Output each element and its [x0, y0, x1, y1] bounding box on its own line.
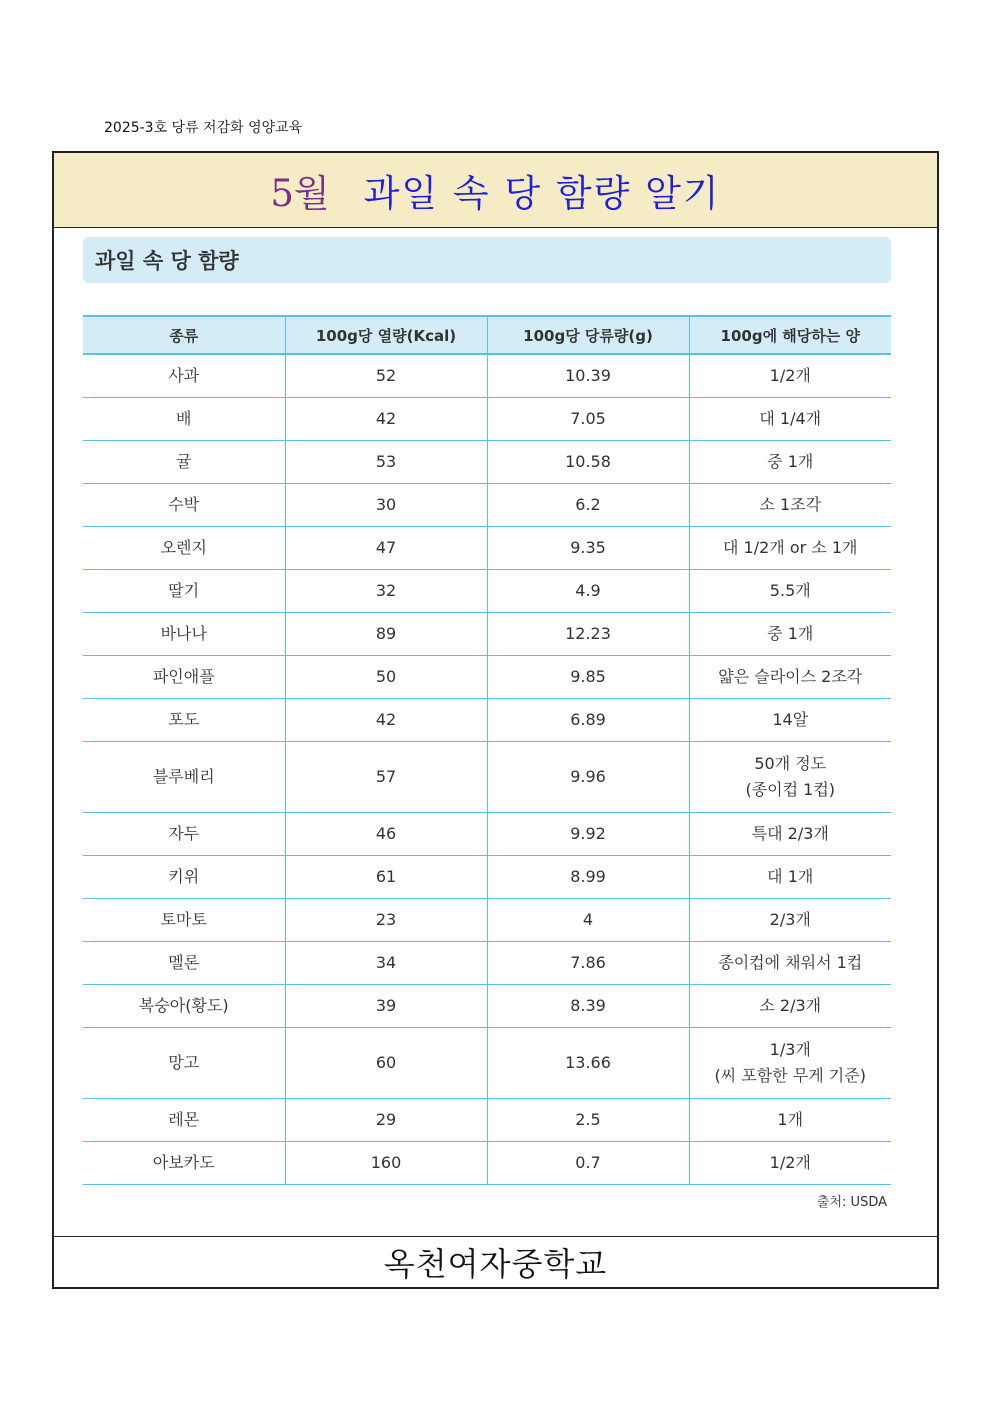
cell-amount-text: 1개: [777, 1110, 804, 1130]
table-row: [83, 354, 891, 398]
cell-fruit-name-text: 레몬: [168, 1110, 200, 1130]
column-header-amount: 100g에 해당하는 양: [689, 316, 891, 354]
cell-amount: [689, 527, 891, 570]
cell-amount: [689, 1099, 891, 1142]
cell-fruit-name-text: 파인애플: [152, 667, 215, 687]
cell-amount: [689, 942, 891, 985]
cell-fruit-name: [83, 527, 285, 570]
cell-kcal-text: 30: [375, 495, 397, 515]
cell-sugar-text: 10.39: [565, 366, 611, 386]
cell-fruit-name-text: 귤: [176, 452, 192, 472]
cell-amount: [689, 613, 891, 656]
sugar-content-table: [83, 315, 891, 1185]
cell-amount-text: 14알: [772, 710, 809, 730]
table-header-row: [83, 316, 891, 354]
cell-sugar: [487, 985, 689, 1028]
table-row: [83, 699, 891, 742]
cell-sugar: [487, 1142, 689, 1185]
section-title: 과일 속 당 함량: [83, 237, 891, 283]
cell-kcal: [285, 570, 487, 613]
cell-fruit-name: [83, 656, 285, 699]
cell-amount: [689, 570, 891, 613]
table-row: [83, 398, 891, 441]
cell-fruit-name: [83, 899, 285, 942]
cell-fruit-name-text: 사과: [168, 366, 200, 386]
title-band: [54, 153, 937, 228]
cell-sugar: [487, 813, 689, 856]
cell-sugar: [487, 656, 689, 699]
cell-kcal-text: 29: [375, 1110, 397, 1130]
cell-sugar-text: 8.39: [570, 996, 606, 1016]
cell-sugar: [487, 742, 689, 813]
cell-kcal: [285, 527, 487, 570]
cell-kcal-text: 57: [375, 767, 397, 787]
cell-sugar: [487, 1099, 689, 1142]
cell-amount-text: 소 2/3개: [759, 996, 822, 1016]
cell-amount: [689, 484, 891, 527]
cell-sugar: [487, 613, 689, 656]
table-row: [83, 1028, 891, 1099]
cell-kcal: [285, 1142, 487, 1185]
cell-sugar-text: 9.96: [570, 767, 606, 787]
cell-amount-text: 종이컵에 채워서 1컵: [718, 953, 863, 973]
cell-fruit-name-text: 포도: [168, 710, 200, 730]
cell-sugar: [487, 398, 689, 441]
cell-sugar-text: 7.86: [570, 953, 606, 973]
cell-amount: [689, 354, 891, 398]
cell-sugar-text: 7.05: [570, 409, 606, 429]
cell-amount: [689, 699, 891, 742]
cell-sugar: [487, 484, 689, 527]
cell-fruit-name: [83, 613, 285, 656]
cell-kcal-text: 89: [375, 624, 397, 644]
cell-kcal-text: 42: [375, 710, 397, 730]
cell-amount-text: 중 1개: [767, 452, 814, 472]
cell-fruit-name: [83, 570, 285, 613]
cell-fruit-name-text: 딸기: [168, 581, 200, 601]
cell-amount-note-text: (종이컵 1컵): [745, 780, 836, 799]
cell-amount: [689, 398, 891, 441]
cell-sugar: [487, 699, 689, 742]
table-row: [83, 613, 891, 656]
cell-kcal-text: 46: [375, 824, 397, 844]
cell-kcal: [285, 699, 487, 742]
column-header-kcal: 100g당 열량(Kcal): [285, 316, 487, 354]
cell-amount: [689, 985, 891, 1028]
cell-sugar: [487, 899, 689, 942]
cell-sugar: [487, 354, 689, 398]
cell-fruit-name-text: 수박: [168, 495, 200, 515]
table-row: [83, 656, 891, 699]
cell-amount-text: 소 1조각: [759, 495, 822, 515]
column-header-sugar: 100g당 당류량(g): [487, 316, 689, 354]
cell-amount-text: 1/3개: [769, 1040, 811, 1060]
cell-kcal-text: 160: [370, 1153, 402, 1173]
cell-kcal: [285, 484, 487, 527]
cell-sugar: [487, 527, 689, 570]
cell-sugar-text: 9.35: [570, 538, 606, 558]
cell-fruit-name: [83, 942, 285, 985]
document-frame: [52, 151, 939, 1289]
cell-fruit-name-text: 멜론: [168, 953, 200, 973]
cell-amount-text: 50개 정도: [754, 754, 827, 774]
cell-amount: [689, 813, 891, 856]
cell-fruit-name: [83, 441, 285, 484]
cell-kcal: [285, 985, 487, 1028]
cell-kcal: [285, 1028, 487, 1099]
cell-fruit-name: [83, 699, 285, 742]
cell-fruit-name-text: 자두: [168, 824, 200, 844]
table-row: [83, 1142, 891, 1185]
cell-kcal-text: 53: [375, 452, 397, 472]
cell-kcal-text: 42: [375, 409, 397, 429]
cell-amount-text: 중 1개: [767, 624, 814, 644]
table-row: [83, 813, 891, 856]
cell-kcal-text: 39: [375, 996, 397, 1016]
source-note: 출처: USDA: [816, 1195, 887, 1210]
cell-kcal: [285, 742, 487, 813]
cell-kcal: [285, 613, 487, 656]
cell-kcal: [285, 856, 487, 899]
table-row: [83, 742, 891, 813]
cell-amount-note-text: (씨 포함한 무게 기준): [714, 1066, 866, 1085]
school-name: 옥천여자중학교: [54, 1236, 937, 1287]
cell-fruit-name: [83, 484, 285, 527]
cell-sugar-text: 4: [582, 910, 594, 930]
cell-amount-text: 5.5개: [769, 581, 811, 601]
cell-kcal-text: 23: [375, 910, 397, 930]
cell-sugar-text: 12.23: [565, 624, 611, 644]
cell-kcal: [285, 899, 487, 942]
cell-sugar-text: 8.99: [570, 867, 606, 887]
cell-kcal: [285, 656, 487, 699]
cell-fruit-name-text: 토마토: [160, 910, 207, 930]
table-row: [83, 484, 891, 527]
cell-amount: [689, 899, 891, 942]
cell-fruit-name-text: 배: [176, 409, 192, 429]
table-row: [83, 527, 891, 570]
cell-sugar-text: 0.7: [575, 1153, 601, 1173]
cell-fruit-name-text: 블루베리: [152, 767, 215, 787]
cell-sugar-text: 10.58: [565, 452, 611, 472]
cell-fruit-name-text: 아보카도: [152, 1153, 215, 1173]
cell-sugar-text: 2.5: [575, 1110, 601, 1130]
cell-amount: [689, 656, 891, 699]
table-row: [83, 570, 891, 613]
cell-sugar: [487, 942, 689, 985]
cell-kcal: [285, 813, 487, 856]
cell-fruit-name: [83, 354, 285, 398]
table-row: [83, 441, 891, 484]
cell-sugar-text: 9.92: [570, 824, 606, 844]
cell-amount: [689, 742, 891, 813]
cell-amount: [689, 1142, 891, 1185]
cell-amount-text: 대 1/2개 or 소 1개: [723, 538, 858, 558]
cell-kcal-text: 60: [375, 1053, 397, 1073]
cell-fruit-name-text: 망고: [168, 1053, 200, 1073]
cell-amount-text: 1/2개: [769, 1153, 811, 1173]
table-row: [83, 899, 891, 942]
cell-kcal-text: 52: [375, 366, 397, 386]
cell-sugar: [487, 441, 689, 484]
title-month: 5월: [270, 172, 330, 215]
cell-kcal-text: 50: [375, 667, 397, 687]
cell-amount-text: 2/3개: [769, 910, 811, 930]
table-row: [83, 985, 891, 1028]
cell-fruit-name: [83, 856, 285, 899]
cell-amount-text: 얇은 슬라이스 2조각: [718, 667, 863, 687]
cell-amount: [689, 441, 891, 484]
cell-sugar-text: 4.9: [575, 581, 601, 601]
cell-fruit-name: [83, 742, 285, 813]
cell-amount-text: 특대 2/3개: [751, 824, 829, 844]
cell-sugar: [487, 570, 689, 613]
cell-sugar: [487, 856, 689, 899]
column-header-type: 종류: [83, 316, 285, 354]
cell-amount-text: 1/2개: [769, 366, 811, 386]
cell-amount: [689, 1028, 891, 1099]
cell-fruit-name-text: 키위: [168, 867, 200, 887]
cell-fruit-name: [83, 398, 285, 441]
cell-kcal: [285, 354, 487, 398]
cell-amount-text: 대 1/4개: [759, 409, 822, 429]
cell-amount-text: 대 1개: [767, 867, 814, 887]
cell-fruit-name: [83, 1028, 285, 1099]
table-row: [83, 856, 891, 899]
cell-sugar-text: 6.89: [570, 710, 606, 730]
cell-kcal-text: 32: [375, 581, 397, 601]
cell-fruit-name: [83, 813, 285, 856]
table-row: [83, 1099, 891, 1142]
cell-amount: [689, 856, 891, 899]
cell-kcal: [285, 398, 487, 441]
page-title: 과일 속 당 함량 알기: [363, 172, 721, 215]
cell-fruit-name-text: 오렌지: [160, 538, 207, 558]
cell-fruit-name: [83, 1099, 285, 1142]
cell-sugar-text: 13.66: [565, 1053, 611, 1073]
cell-kcal-text: 34: [375, 953, 397, 973]
cell-kcal-text: 61: [375, 867, 397, 887]
cell-sugar-text: 9.85: [570, 667, 606, 687]
cell-kcal: [285, 441, 487, 484]
table-row: [83, 942, 891, 985]
cell-fruit-name: [83, 1142, 285, 1185]
cell-kcal: [285, 942, 487, 985]
cell-fruit-name-text: 복숭아(황도): [138, 996, 229, 1016]
cell-sugar: [487, 1028, 689, 1099]
cell-kcal-text: 47: [375, 538, 397, 558]
cell-fruit-name-text: 바나나: [160, 624, 207, 644]
document-header: 2025-3호 당류 저감화 영양교육: [104, 120, 303, 136]
cell-kcal: [285, 1099, 487, 1142]
cell-sugar-text: 6.2: [575, 495, 601, 515]
cell-fruit-name: [83, 985, 285, 1028]
